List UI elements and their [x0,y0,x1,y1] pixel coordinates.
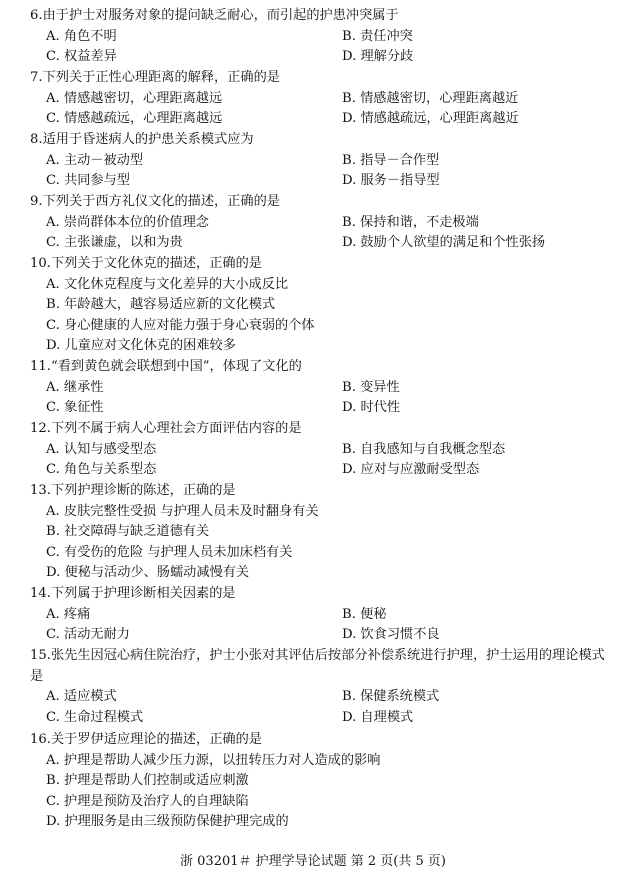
option-a: A. 认知与感受型态 [46,441,157,457]
question-12 [30,419,608,481]
question-15 [30,646,608,728]
option-c: C. 角色与关系型态 [46,462,157,478]
question-10 [30,254,608,357]
option-c: C. 护理是预防及治疗人的自理缺陷 [46,793,249,809]
option-c: C. 象征性 [46,400,104,416]
question-11 [30,357,608,419]
option-a: A. 情感越密切，心理距离越远 [46,90,223,106]
options-list [30,275,608,357]
question-stem: 6.由于护士对服务对象的提问缺乏耐心，而引起的护患冲突属于 [30,8,399,23]
question-stem: 10.下列关于文化休克的描述，正确的是 [30,256,262,271]
question-7 [30,68,608,130]
option-d: D. 护理服务是由三级预防保健护理完成的 [46,814,289,830]
option-a: A. 护理是帮助人减少压力源，以扭转压力对人造成的影响 [46,752,381,768]
options-list [30,502,608,584]
option-a: A. 主动－被动型 [46,152,144,168]
options-grid [30,378,608,419]
option-b: B. 责任冲突 [342,28,413,44]
option-c: C. 有受伤的危险 与护理人员未加床档有关 [46,544,293,560]
option-b: B. 保健系统模式 [342,689,440,704]
option-b: B. 社交障碍与缺乏道德有关 [46,524,210,540]
option-b: B. 情感越密切，心理距离越近 [342,90,519,106]
option-c: C. 共同参与型 [46,173,130,189]
option-c: C. 主张谦虚，以和为贵 [46,235,183,251]
options-list [30,751,608,833]
option-d: D. 理解分歧 [342,49,414,65]
question-8 [30,130,608,192]
option-b: B. 变异性 [342,379,400,395]
option-a: A. 崇尚群体本位的价值理念 [46,214,209,230]
option-a: A. 疼痛 [46,606,91,622]
option-d: D. 自理模式 [342,709,414,725]
option-d: D. 饮食习惯不良 [342,627,440,643]
option-d: D. 儿童应对文化休克的困难较多 [46,338,236,354]
question-6 [30,6,608,68]
question-stem: 8.适用于昏迷病人的护患关系模式应为 [30,132,254,147]
option-a: A. 角色不明 [46,28,117,44]
option-b: B. 便秘 [342,606,387,622]
option-d: D. 鼓励个人欲望的满足和个性张扬 [342,235,546,251]
question-stem: 12.下列不属于病人心理社会方面评估内容的是 [30,421,302,436]
option-a: A. 适应模式 [46,689,117,704]
option-d: D. 时代性 [342,400,401,416]
option-a: A. 皮肤完整性受损 与护理人员未及时翻身有关 [46,503,319,519]
option-c: C. 情感越疏远，心理距离越远 [46,111,223,127]
option-d: D. 便秘与活动少、肠蠕动减慢有关 [46,565,250,581]
option-d: D. 情感越疏远，心理距离越近 [342,111,519,127]
option-b: B. 指导－合作型 [342,152,440,168]
option-c: C. 权益差异 [46,49,117,65]
question-stem: 7.下列关于正性心理距离的解释，正确的是 [30,70,280,85]
option-a: A. 继承性 [46,379,104,395]
option-d: D. 服务－指导型 [342,173,440,189]
options-grid [30,89,608,130]
question-stem: 14.下列属于护理诊断相关因素的是 [30,586,236,601]
options-grid [30,605,608,646]
option-a: A. 文化休克程度与文化差异的大小成反比 [46,276,289,292]
question-stem: 11.“看到黄色就会联想到中国”，体现了文化的 [30,359,302,374]
question-stem: 9.下列关于西方礼仪文化的描述，正确的是 [30,194,280,209]
option-c: C. 身心健康的人应对能力强于身心衰弱的个体 [46,317,315,333]
options-grid [30,27,608,68]
option-b: B. 护理是帮助人们控制或适应刺激 [46,773,249,789]
options-grid [30,440,608,481]
question-stem: 13.下列护理诊断的陈述，正确的是 [30,483,236,498]
option-b: B. 年龄越大，越容易适应新的文化模式 [46,297,276,313]
options-grid [30,213,608,254]
question-16 [30,730,608,833]
question-stem: 16.关于罗伊适应理论的描述，正确的是 [30,732,262,747]
question-9 [30,192,608,254]
option-b: B. 自我感知与自我概念型态 [342,441,506,457]
option-d: D. 应对与应激耐受型态 [342,462,480,478]
question-stem: 15.张先生因冠心病住院治疗，护士小张对其评估后按部分补偿系统进行护理，护士运用的理论模式是 [30,648,605,684]
page-footer: 浙 03201＃ 护理学导论试题 第 2 页(共 5 页) [180,854,446,869]
question-14 [30,584,608,646]
option-c: C. 生命过程模式 [46,709,144,725]
options-grid [30,151,608,192]
options-grid [30,687,608,728]
option-b: B. 保持和谐，不走极端 [342,214,479,230]
option-c: C. 活动无耐力 [46,627,130,643]
question-13 [30,481,608,584]
